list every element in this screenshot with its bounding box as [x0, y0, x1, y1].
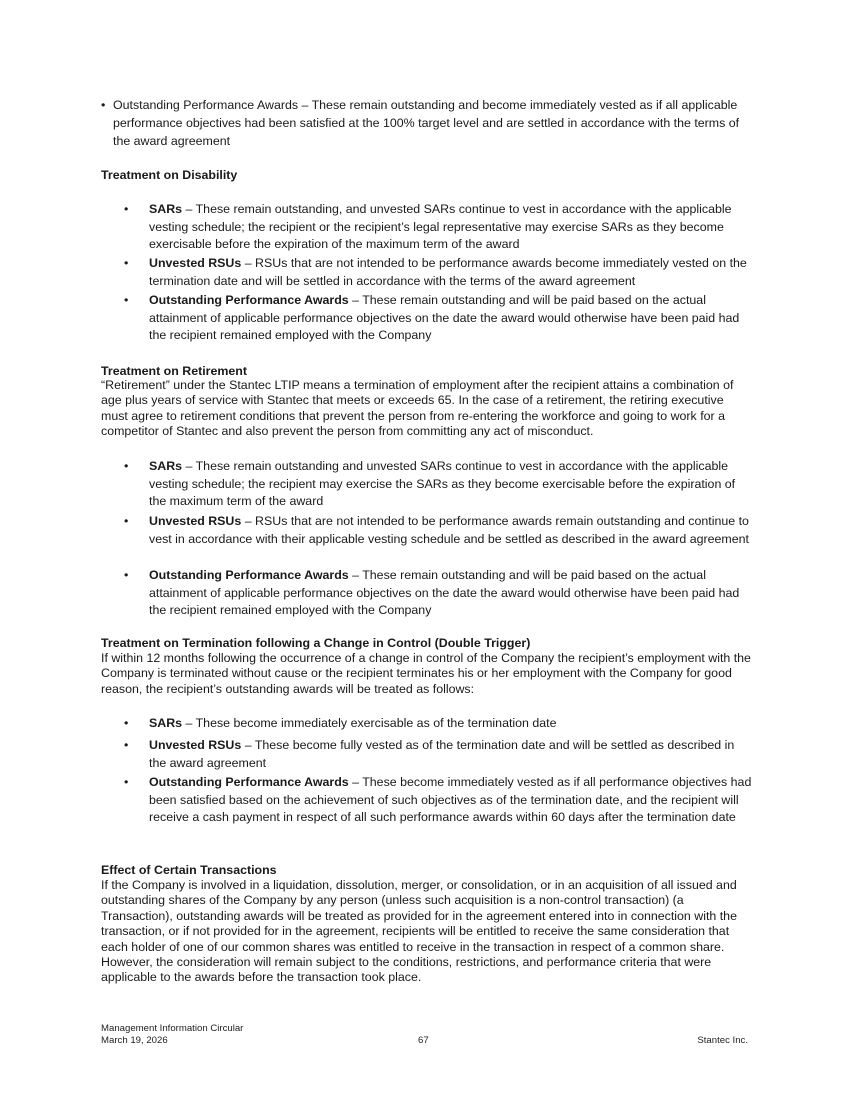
list-item: • SARs – These remain outstanding, and unvested SARs continue to vest in accordance with the applicable vesting schedule; the recipient or the recipient’s legal representative may exercise SARs as they become exercisable before the expiration of the maximum term of the award — [124, 202, 732, 252]
list-item: • Unvested RSUs – These become fully vested as of the termination date and will be settled as described in the award agreement — [124, 738, 735, 770]
footer-left — [101, 1023, 243, 1047]
bullet-icon: • — [124, 293, 129, 307]
list-item: • SARs – These become immediately exercisable as of the termination date — [124, 715, 752, 733]
list-item: • Outstanding Performance Awards – These become immediately vested as if all performance objectives had been satisfied based on the achievement of such objectives as of the termination date, and the recipient will receive a cash payment in respect of all such performance awards within 60 days after the termination date — [124, 775, 752, 825]
bullet-icon: • — [124, 202, 129, 216]
page-number: 67 — [418, 1035, 429, 1046]
heading-change-in-control: Treatment on Termination following a Change in Control (Double Trigger) — [101, 636, 531, 650]
bullet-icon: • — [124, 256, 129, 270]
footer-date: March 19, 2026 — [101, 1035, 168, 1046]
bullet-icon: • — [124, 459, 129, 473]
footer-doc-title: Management Information Circular — [101, 1023, 244, 1034]
intro-bullet: • Outstanding Performance Awards – These remain outstanding and become immediately vested as if all applicable performance objectives had been satisfied at the 100% target level and are settled in accordance with the terms of the award agreement — [101, 98, 740, 148]
bullet-icon: • — [124, 738, 129, 752]
list-item: • Unvested RSUs – RSUs that are not intended to be performance awards remain outstanding and continue to vest in accordance with their applicable vesting schedule and be settled as described in the award agreement — [124, 514, 749, 546]
change-in-control-paragraph: If within 12 months following the occurrence of a change in control of the Company the recipient’s employment with the Company is terminated without cause or the recipient terminates his or her employment with the Company for good reason, the recipient’s outstanding awards will be treated as follows: — [101, 651, 751, 696]
list-item: • Outstanding Performance Awards – These remain outstanding and will be paid based on the actual attainment of applicable performance objectives on the date the award would otherwise have been paid had the recipient remained employed with the Company — [124, 293, 740, 343]
list-item: • SARs – These remain outstanding and unvested SARs continue to vest in accordance with the applicable vesting schedule; the recipient may exercise the SARs as they become exercisable before the expiration of the maximum term of the award — [124, 459, 736, 509]
bullet-icon: • — [124, 514, 129, 528]
bullet-icon: • — [124, 716, 129, 730]
bullet-icon: • — [101, 98, 106, 112]
transactions-paragraph: If the Company is involved in a liquidation, dissolution, merger, or consolidation, or in an acquisition of all issued and outstanding shares of the Company by any person (unless such acquisition is a non-control transaction) (a Transaction), outstanding awards will be treated as provided for in the agreement entered into in connection with the transaction, or if not provided for in the agreement, recipients will be entitled to receive the same consideration that each holder of one of our common shares was entitled to receive in the transaction in respect of a common share. However, the consideration will remain subject to the conditions, restrictions, and performance criteria that were applicable to the awards before the transaction took place. — [101, 878, 737, 985]
bullet-icon: • — [124, 568, 129, 582]
heading-disability: Treatment on Disability — [101, 168, 238, 182]
heading-retirement: Treatment on Retirement — [101, 364, 247, 378]
list-item: • Outstanding Performance Awards – These remain outstanding and will be paid based on the actual attainment of applicable performance objectives on the date the award would otherwise have been paid had the recipient remained employed with the Company — [124, 568, 740, 618]
retirement-paragraph: “Retirement” under the Stantec LTIP means a termination of employment after the recipient attains a combination of age plus years of service with Stantec that meets or exceeds 65. In the case of a retirement, the retiring executive must agree to retirement conditions that prevent the person from re-entering the workforce and going to work for a competitor of Stantec and also prevent the person from committing any act of misconduct. — [101, 378, 734, 439]
list-item: • Unvested RSUs – RSUs that are not intended to be performance awards become immediately vested on the termination date and will be settled in accordance with the terms of the award agreement — [124, 256, 747, 288]
bullet-icon: • — [124, 775, 129, 789]
footer-company: Stantec Inc. — [697, 1035, 748, 1046]
heading-transactions: Effect of Certain Transactions — [101, 863, 277, 877]
